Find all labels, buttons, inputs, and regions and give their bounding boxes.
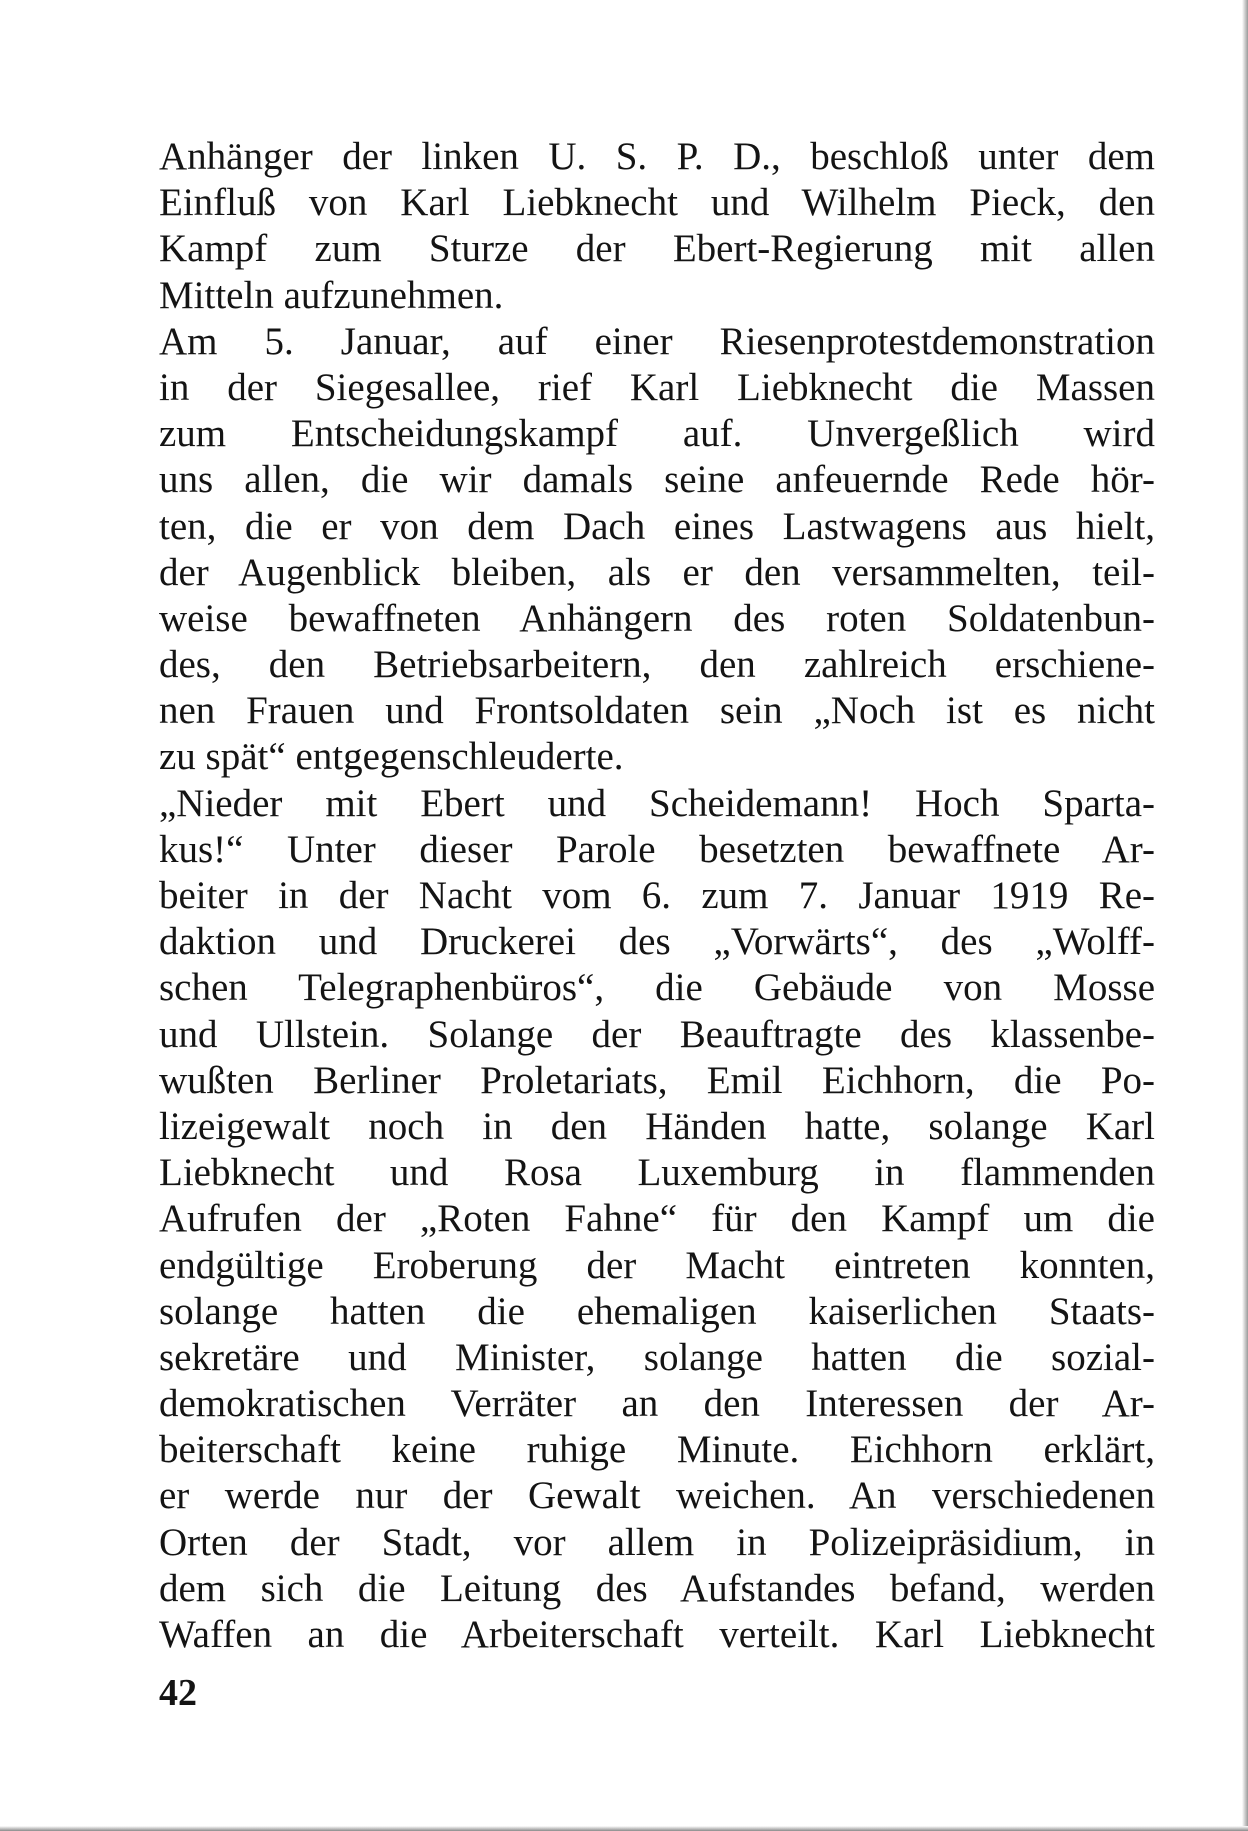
text-line: Orten der Stadt, vor allem in Polizeipräsidium, in [159,1520,1155,1564]
text-line: der Augenblick bleiben, als er den versammelten, teil- [159,550,1155,594]
text-line: beiterschaft keine ruhige Minute. Eichhorn erklärt, [159,1428,1155,1472]
text-line: Anhänger der linken U. S. P. D., beschloß unter dem [159,135,1155,178]
text-line: und Ullstein. Solange der Beauftragte des klassenbe- [159,1012,1155,1056]
text-line: sekretäre und Minister, solange hatten die sozial- [159,1335,1155,1379]
text-line: Einfluß von Karl Liebknecht und Wilhelm Pieck, den [159,181,1155,225]
text-line: Aufrufen der „Roten Fahne“ für den Kampf um die [159,1197,1155,1241]
text-line: solange hatten die ehemaligen kaiserlichen Staats- [159,1289,1155,1333]
text-line: er werde nur der Gewalt weichen. An verschiedenen [159,1474,1155,1518]
text-line: wußten Berliner Proletariats, Emil Eichhorn, die Po- [159,1058,1155,1102]
text-line: Mitteln aufzunehmen. [159,273,504,317]
text-line: Am 5. Januar, auf einer Riesenprotestdemonstration [159,319,1155,363]
text-line: dem sich die Leitung des Aufstandes befand, werden [159,1566,1155,1610]
text-line: endgültige Eroberung der Macht eintreten konnten, [159,1243,1155,1287]
text-line: Waffen an die Arbeiterschaft verteilt. Karl Liebknecht [159,1613,1155,1656]
page-edge-shadow [0,1826,1248,1831]
text-line: beiter in der Nacht vom 6. zum 7. Januar 1919 Re- [159,874,1155,917]
text-line: schen Telegraphenbüros“, die Gebäude von Mosse [159,966,1155,1010]
text-line: zum Entscheidungskampf auf. Unvergeßlich wird [159,412,1155,456]
text-line: daktion und Druckerei des „Vorwärts“, des „Wolff- [159,920,1155,964]
text-line: Liebknecht und Rosa Luxemburg in flammenden [159,1151,1155,1195]
text-line: uns allen, die wir damals seine anfeuernde Rede hör- [159,458,1155,502]
body-text [159,134,1155,1658]
text-line: ten, die er von dem Dach eines Lastwagens aus hielt, [159,504,1155,548]
text-line: Kampf zum Sturze der Ebert-Regierung mit allen [159,227,1155,271]
text-line: demokratischen Verräter an den Interessen der Ar- [159,1382,1155,1426]
text-line: in der Siegesallee, rief Karl Liebknecht die Massen [159,365,1155,409]
text-line: des, den Betriebsarbeitern, den zahlreich erschiene- [159,643,1155,687]
text-line: lizeigewalt noch in den Händen hatte, solange Karl [159,1104,1155,1148]
text-line: kus!“ Unter dieser Parole besetzten bewaffnete Ar- [159,827,1155,871]
text-line: weise bewaffneten Anhängern des roten Soldatenbun- [159,596,1155,640]
page-edge-shadow [1242,0,1248,1831]
text-line: zu spät“ entgegenschleuderte. [159,735,624,779]
text-line: „Nieder mit Ebert und Scheidemann! Hoch Sparta- [159,781,1155,825]
page-number: 42 [159,1672,197,1714]
text-line: nen Frauen und Frontsoldaten sein „Noch ist es nicht [159,689,1155,733]
